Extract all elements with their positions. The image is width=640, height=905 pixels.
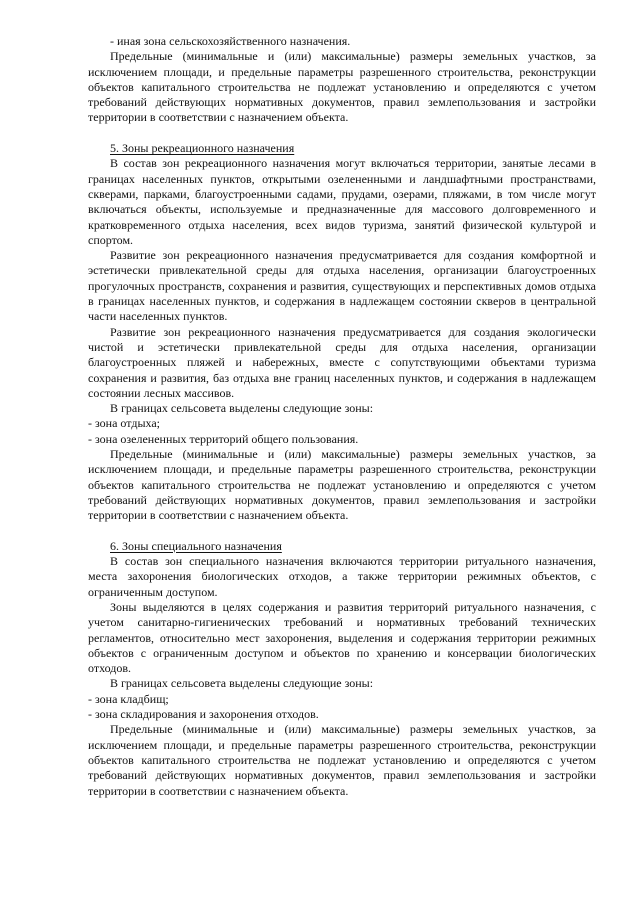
section-heading-special: 6. Зоны специального назначения [110, 538, 282, 553]
paragraph: Зоны выделяются в целях содержания и развития территорий ритуального назначения, с учетом санитарно-гигиенических требований и нормативных требований технических регламентов, относительно мест захоронения, выделения и содержания территории режимных объектов с ограниченным доступом и объектов по хранению и консервации биологических отходов. [88, 599, 596, 676]
paragraph: Предельные (минимальные и (или) максимальные) размеры земельных участков, за исключением площади, и предельные параметры разрешенного строительства, реконструкции объектов капитального строительства не подлежат установлению и определяются с учетом требований действующих нормативных документов, правил землепользования и застройки территории в соответствии с назначением объекта. [88, 722, 596, 798]
paragraph: Развитие зон рекреационного назначения предусматривается для создания комфортной и эстетически привлекательной среды для отдыха населения, организации благоустроенных прогулочных пространств, сохранения и развития, существующих и перспективных домов отдыха в границах населенных пунктов, и содержания в надлежащем состоянии скверов в центральной части населенных пунктов. [88, 248, 596, 324]
list-item: - зона кладбищ; [88, 691, 169, 706]
paragraph: В состав зон специального назначения включаются территории ритуального назначения, места захоронения биологических отходов, а также территории режимных объектов, с ограниченным доступом. [88, 554, 596, 599]
paragraph: Развитие зон рекреационного назначения предусматривается для создания экологически чистой и эстетически привлекательной среды для отдыха населения, организации благоустроенных пляжей и набережных, вместе с сопутствующими объектами туризма сохранения и развития, баз отдыха вне границ населенных пунктов, и содержания в надлежащем состоянии лесных массивов. [88, 324, 596, 400]
zones-intro: В границах сельсовета выделены следующие зоны: [110, 676, 374, 691]
section-heading-recreation: 5. Зоны рекреационного назначения [110, 141, 295, 156]
paragraph: Предельные (минимальные и (или) максимальные) размеры земельных участков, за исключением площади, и предельные параметры разрешенного строительства, реконструкции объектов капитального строительства не подлежат установлению и определяются с учетом требований действующих нормативных документов, правил землепользования и застройки территории в соответствии с назначением объекта. [88, 447, 596, 523]
spacer [88, 524, 596, 539]
list-item: - зона складирования и захоронения отходов. [88, 707, 319, 722]
list-item: - зона озелененных территорий общего пользования. [88, 431, 359, 446]
list-item: - иная зона сельскохозяйственного назначения. [110, 34, 351, 48]
spacer [88, 126, 596, 141]
list-item: - зона отдыха; [88, 416, 161, 431]
paragraph: В состав зон рекреационного назначения могут включаться территории, занятые лесами в границах населенных пунктов, открытыми озелененными и ландшафтными пространствами, скверами, парками, благоустроенными садами, прудами, озерами, пляжами, в том числе могут включаться объекты, используемые и предназначенные для массового долговременного и кратковременного отдыха населения, всех видов туризма, занятий физической культурой и спортом. [88, 156, 596, 247]
zones-intro: В границах сельсовета выделены следующие зоны: [110, 401, 374, 416]
paragraph: Предельные (минимальные и (или) максимальные) размеры земельных участков, за исключением площади, и предельные параметры разрешенного строительства, реконструкции объектов капитального строительства не подлежат установлению и определяются с учетом требований действующих нормативных документов, правил землепользования и застройки территории в соответствии с назначением объекта. [88, 49, 596, 125]
